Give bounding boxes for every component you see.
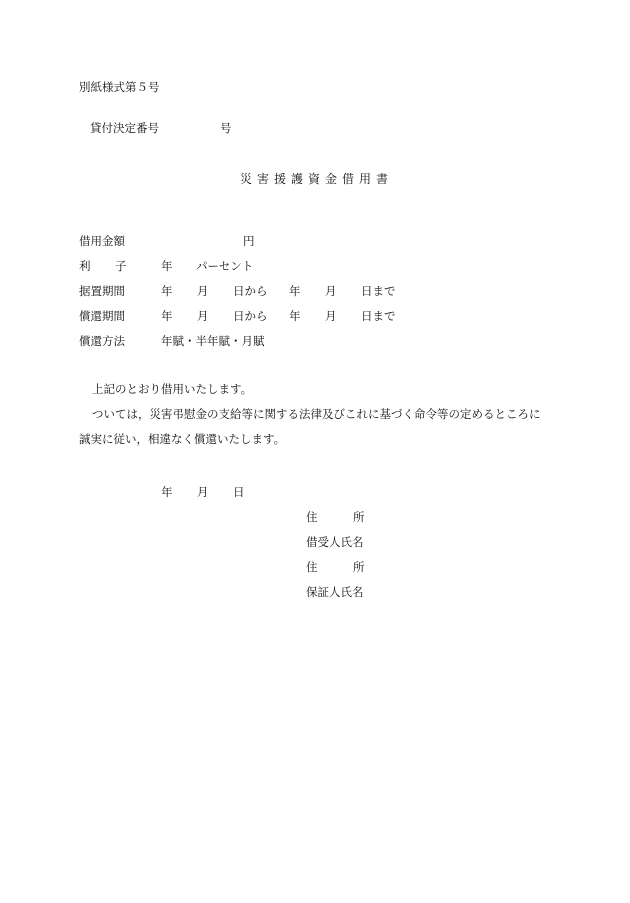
guarantor-address-label-2: 所 <box>353 560 365 574</box>
deferment-year1: 年 <box>161 284 173 298</box>
repayment-period-label: 償還期間 <box>79 309 125 323</box>
deferment-month1: 月 <box>197 284 209 298</box>
interest-label-1: 利 <box>79 259 91 273</box>
repayment-day-until: 日まで <box>361 309 396 323</box>
repayment-year1: 年 <box>161 309 173 323</box>
date-year: 年 <box>161 485 173 499</box>
repayment-year2: 年 <box>289 309 301 323</box>
repayment-month1: 月 <box>197 309 209 323</box>
body-line-3: 誠実に従い，相違なく償還いたします。 <box>79 432 286 446</box>
repayment-month2: 月 <box>325 309 337 323</box>
borrower-address-label-1: 住 <box>306 510 318 524</box>
amount-unit: 円 <box>243 234 255 248</box>
body-line-1: 上記のとおり借用いたします。 <box>92 382 253 396</box>
borrower-name-label: 借受人氏名 <box>306 535 364 549</box>
loan-decision-suffix: 号 <box>220 121 232 135</box>
document-title: 災害援護資金借用書 <box>240 172 394 186</box>
repayment-method-label: 償還方法 <box>79 334 125 348</box>
loan-decision-label: 貸付決定番号 <box>90 121 159 135</box>
interest-percent: パーセント <box>196 259 254 273</box>
repayment-day-from: 日から <box>233 309 268 323</box>
deferment-label: 据置期間 <box>79 284 125 298</box>
guarantor-address-label-1: 住 <box>306 560 318 574</box>
repayment-method-value: 年賦・半年賦・月賦 <box>161 334 265 348</box>
amount-label: 借用金額 <box>79 234 125 248</box>
date-day: 日 <box>233 485 245 499</box>
interest-year: 年 <box>161 259 173 273</box>
body-line-2: ついては，災害弔慰金の支給等に関する法律及びこれに基づく命令等の定めるところに <box>92 407 541 421</box>
deferment-day-from: 日から <box>233 284 268 298</box>
guarantor-name-label: 保証人氏名 <box>306 585 364 599</box>
borrower-address-label-2: 所 <box>353 510 365 524</box>
form-number: 別紙様式第５号 <box>79 80 160 94</box>
deferment-year2: 年 <box>289 284 301 298</box>
deferment-month2: 月 <box>325 284 337 298</box>
date-month: 月 <box>197 485 209 499</box>
deferment-day-until: 日まで <box>361 284 396 298</box>
interest-label-2: 子 <box>115 259 127 273</box>
